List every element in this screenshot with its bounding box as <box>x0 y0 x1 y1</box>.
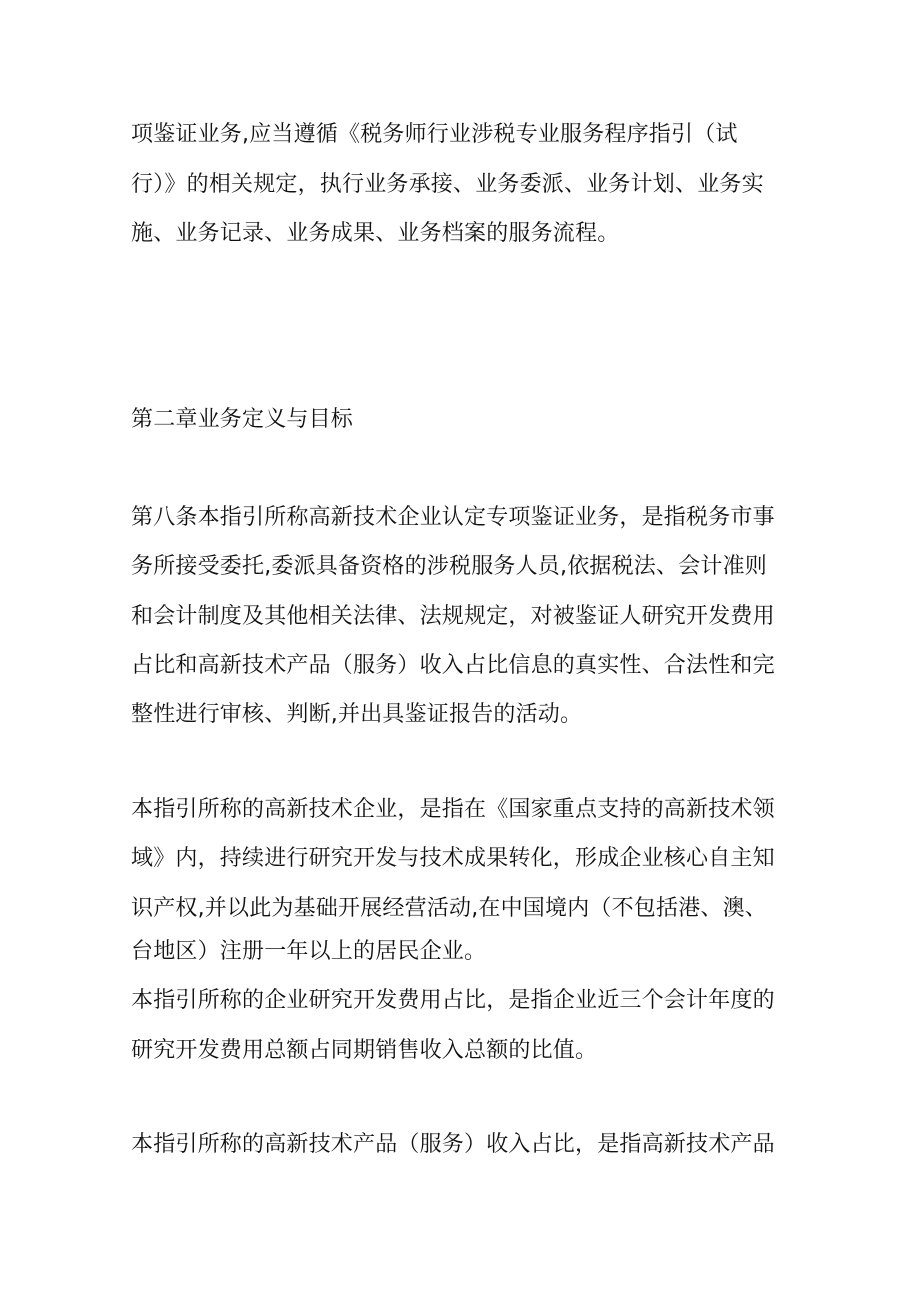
paragraph-rd-ratio-line-2: 研究开发费用总额占同期销售收入总额的比值。 <box>131 1038 598 1063</box>
paragraph-rd-ratio-line-1: 本指引所称的企业研究开发费用占比，是指企业近三个会计年度的 <box>131 988 775 1013</box>
paragraph-intro-line-2: 行）》的相关规定，执行业务承接、业务委派、业务计划、业务实 <box>131 172 764 197</box>
paragraph-intro-line-1: 项鉴证业务,应当遵循《税务师行业涉税专业服务程序指引（试 <box>131 122 738 147</box>
chapter-heading: 第二章业务定义与目标 <box>131 407 354 432</box>
paragraph-definition-line-3: 识产权,并以此为基础开展经营活动,在中国境内（不包括港、澳、 <box>131 896 767 921</box>
paragraph-product-ratio-line-1: 本指引所称的高新技术产品（服务）收入占比，是指高新技术产品 <box>131 1132 775 1157</box>
paragraph-article8-line-4: 占比和高新技术产品（服务）收入占比信息的真实性、合法性和完 <box>131 653 775 678</box>
paragraph-definition-line-4: 台地区）注册一年以上的居民企业。 <box>131 939 487 964</box>
paragraph-article8-line-2: 务所接受委托,委派具备资格的涉税服务人员,依据税法、会计准则 <box>131 554 767 579</box>
paragraph-definition-line-1: 本指引所称的高新技术企业，是指在《国家重点支持的高新技术领 <box>131 797 775 822</box>
paragraph-definition-line-2: 域》内，持续进行研究开发与技术成果转化，形成企业核心自主知 <box>131 846 775 871</box>
paragraph-article8-line-1: 第八条本指引所称高新技术企业认定专项鉴证业务，是指税务市事 <box>131 505 775 530</box>
paragraph-article8-line-5: 整性进行审核、判断,并出具鉴证报告的活动。 <box>131 702 583 727</box>
paragraph-article8-line-3: 和会计制度及其他相关法律、法规规定，对被鉴证人研究开发费用 <box>131 604 775 629</box>
paragraph-intro-line-3: 施、业务记录、业务成果、业务档案的服务流程。 <box>131 221 620 246</box>
